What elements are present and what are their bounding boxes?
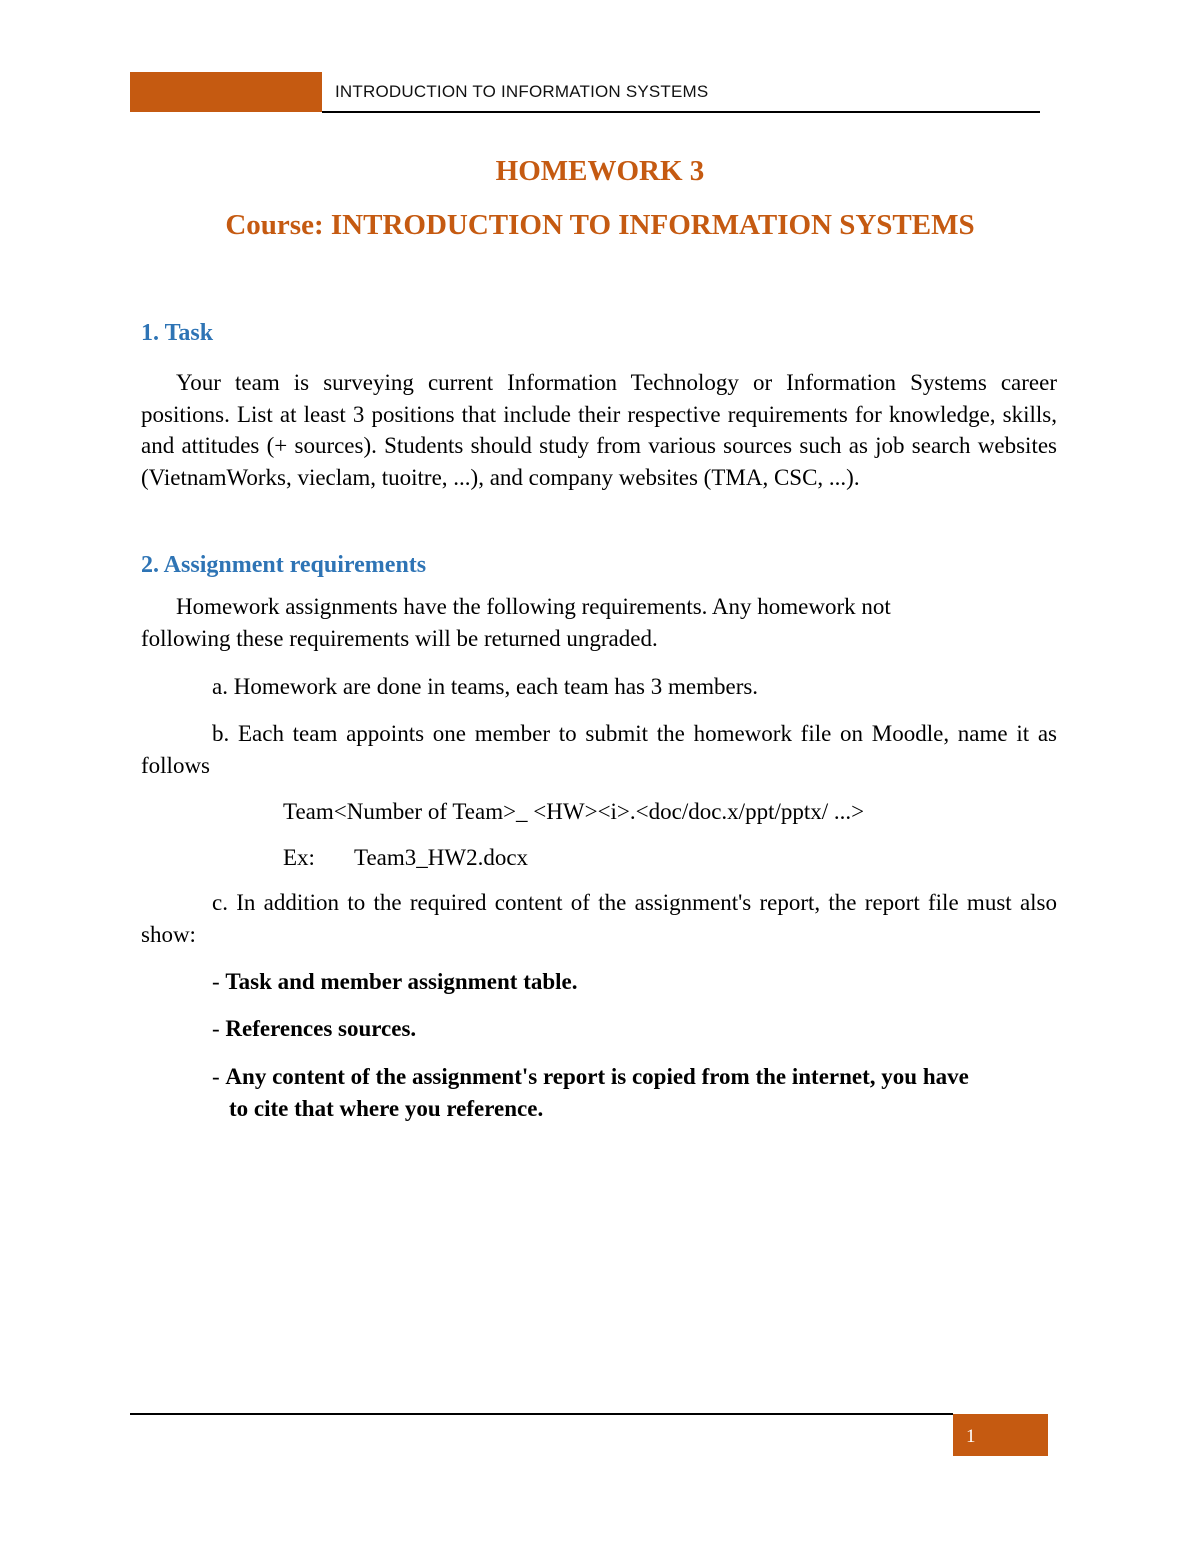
section-heading-requirements: 2. Assignment requirements [141, 552, 427, 578]
bullet-task-table: - Task and member assignment table. [212, 969, 578, 994]
header-accent-block [130, 72, 322, 112]
header-rule [322, 111, 1040, 113]
course-title: Course: INTRODUCTION TO INFORMATION SYSTEMS [225, 209, 975, 241]
task-description: Your team is surveying current Information Technology or Information Systems career positions. List at least 3 positions that include their respective requirements for knowledge, skills, and attitudes (+ sources). Students should study from various sources such as job search websites (VietnamWorks, vieclam, tuoitre, ...), and company websites (TMA, CSC, ...). [141, 370, 1057, 490]
footer-rule [130, 1413, 953, 1415]
bullet-references: - References sources. [212, 1016, 417, 1041]
requirements-intro-line2: following these requirements will be returned ungraded. [141, 626, 658, 651]
file-name-pattern: Team<Number of Team>_ <HW><i>.<doc/doc.x/ppt/pptx/ ...> [283, 799, 865, 824]
requirement-item-b: b. Each team appoints one member to submit the homework file on Moodle, name it as follows [141, 721, 1057, 778]
requirements-intro-line1: Homework assignments have the following requirements. Any homework not [176, 594, 891, 619]
page-title: HOMEWORK 3 [495, 155, 705, 187]
requirement-item-a: a. Homework are done in teams, each team has 3 members. [212, 674, 759, 699]
example-label: Ex: [283, 845, 315, 870]
requirement-item-c: c. In addition to the required content of the assignment's report, the report file must also show: [141, 890, 1057, 947]
bullet-cite-sources-continued: to cite that where you reference. [229, 1096, 544, 1121]
example-file-name: Team3_HW2.docx [354, 845, 529, 870]
page-number: 1 [966, 1426, 976, 1447]
header-title: INTRODUCTION TO INFORMATION SYSTEMS [335, 82, 709, 101]
bullet-cite-sources: - Any content of the assignment's report is copied from the internet, you have [212, 1064, 969, 1089]
section-heading-task: 1. Task [141, 320, 214, 346]
